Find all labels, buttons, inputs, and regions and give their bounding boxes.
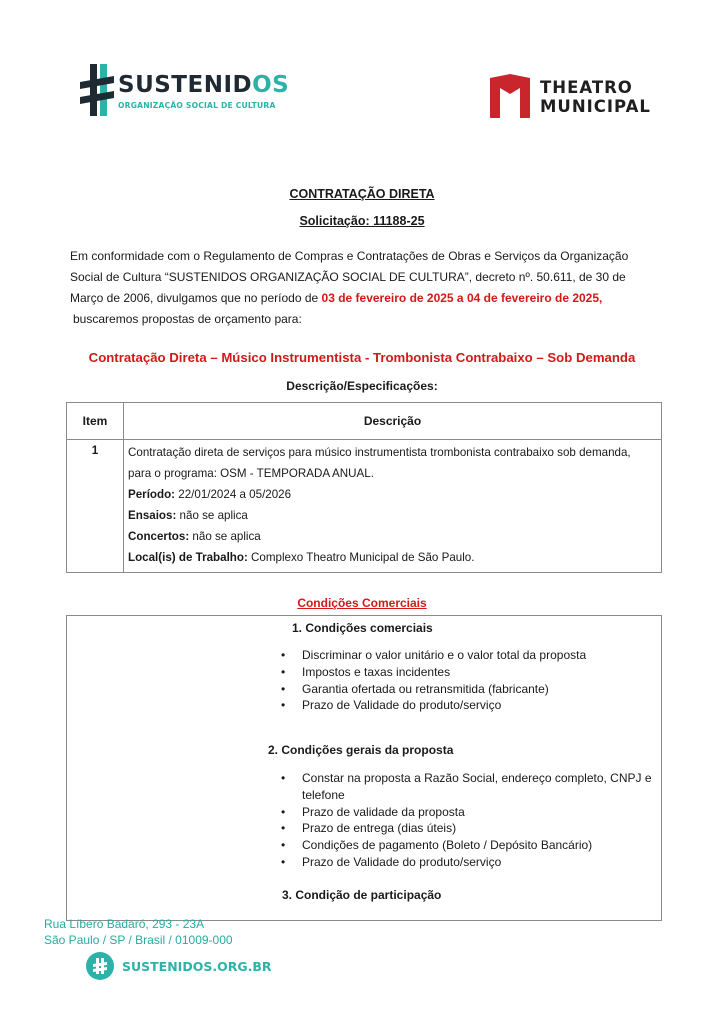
list-item: • Condições de pagamento (Boleto / Depósito Bancário)	[302, 837, 664, 854]
period-highlight: 03 de fevereiro de 2025 a 04 de fevereiro de 2025,	[321, 291, 603, 305]
intro-line: Social de Cultura “SUSTENIDOS ORGANIZAÇÃO SOCIAL DE CULTURA”, decreto nº. 50.611, de 30 de	[70, 270, 626, 284]
theatro-municipal-logo	[490, 74, 660, 120]
list-item: • Garantia ofertada ou retransmitida (fabricante)	[302, 681, 672, 698]
local-line: Local(is) de Trabalho: Complexo Theatro Municipal de São Paulo.	[128, 551, 475, 564]
periodo-line: Período: 22/01/2024 a 05/2026	[128, 488, 292, 501]
desc-line: Contratação direta de serviços para músico instrumentista trombonista contrabaixo sob demanda,	[128, 446, 631, 459]
spec-table	[66, 402, 662, 573]
intro-line: Março de 2006, divulgamos que no período de 03 de fevereiro de 2025 a 04 de fevereiro de 2025,	[70, 291, 603, 305]
theatro-arch-icon	[490, 74, 530, 118]
hash-logo-icon	[80, 64, 114, 116]
section2-list	[302, 770, 664, 871]
list-item: • Prazo de Validade do produto/serviço	[302, 854, 664, 871]
item-description	[124, 440, 662, 573]
request-number: Solicitação: 11188-25	[299, 214, 425, 228]
intro-line: Em conformidade com o Regulamento de Compras e Contratações de Obras e Serviços da Organização	[70, 249, 629, 263]
address-line: São Paulo / SP / Brasil / 01009-000	[44, 932, 233, 947]
sustenidos-wordmark: SUSTENIDOS	[118, 72, 290, 98]
list-item: • Prazo de validade da proposta	[302, 804, 664, 821]
section2-title: 2. Condições gerais da proposta	[268, 743, 454, 757]
contract-headline: Contratação Direta – Músico Instrumentista - Trombonista Contrabaixo – Sob Demanda	[88, 350, 636, 365]
intro-line: buscaremos propostas de orçamento para:	[73, 312, 302, 326]
list-item: • Discriminar o valor unitário e o valor total da proposta	[302, 647, 672, 664]
hash-circle-icon	[86, 952, 114, 980]
list-item: • Prazo de Validade do produto/serviço	[302, 697, 672, 714]
conditions-title: Condições Comerciais	[297, 596, 427, 610]
list-item: • Impostos e taxas incidentes	[302, 664, 672, 681]
list-item: • Constar na proposta a Razão Social, endereço completo, CNPJ e telefone	[302, 770, 664, 804]
spec-title: Descrição/Especificações:	[286, 379, 438, 393]
table-header-row	[67, 403, 662, 440]
sustenidos-tagline: ORGANIZAÇÃO SOCIAL DE CULTURA	[118, 101, 276, 110]
section1-list	[302, 647, 672, 714]
item-number: 1	[67, 440, 124, 573]
table-row	[67, 440, 662, 573]
theatro-line2: MUNICIPAL	[540, 97, 651, 116]
address-line: Rua Líbero Badaró, 293 - 23A	[44, 917, 205, 931]
intro-paragraph	[70, 246, 670, 330]
section3-title: 3. Condição de participação	[282, 888, 442, 902]
sustenidos-logo	[80, 64, 290, 120]
header-item: Item	[67, 403, 124, 440]
theatro-line1: THEATRO	[540, 78, 633, 97]
header-description: Descrição	[124, 403, 662, 440]
ensaios-line: Ensaios: não se aplica	[128, 509, 248, 522]
footer-address	[44, 917, 233, 948]
section1-title: 1. Condições comerciais	[292, 621, 433, 635]
concertos-line: Concertos: não se aplica	[128, 530, 261, 543]
website-link[interactable]: SUSTENIDOS.ORG.BR	[122, 959, 272, 974]
desc-line: para o programa: OSM - TEMPORADA ANUAL.	[128, 467, 374, 480]
list-item: • Prazo de entrega (dias úteis)	[302, 820, 664, 837]
document-title: CONTRATAÇÃO DIRETA	[289, 187, 435, 201]
